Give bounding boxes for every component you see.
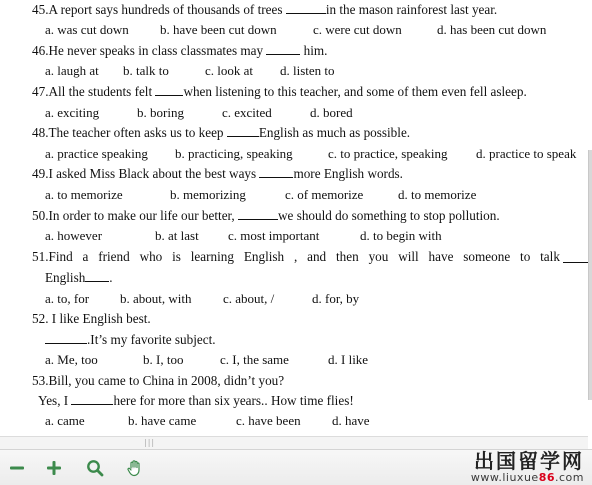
stem-word: you	[368, 249, 389, 264]
stem-word: friend	[98, 249, 130, 264]
stem-text: 48.The teacher often asks us to keep	[32, 125, 227, 140]
option-a: a. to, for	[45, 291, 90, 306]
option-b: b. memorizing	[170, 187, 246, 202]
stem-text: 49.I asked Miss Black about the best ways	[32, 166, 260, 181]
zoom-out-button[interactable]	[6, 457, 28, 479]
question-51-stem-line2: English .	[45, 270, 113, 285]
option-b: b. have been cut down	[160, 22, 277, 37]
question-49-stem	[32, 166, 403, 182]
stem-word: English	[243, 249, 285, 264]
option-a: a. exciting	[45, 105, 100, 120]
option-d: d. bored	[310, 105, 353, 120]
option-d: d. to memorize	[398, 187, 477, 202]
question-52-stem-line2	[45, 332, 216, 348]
option-b: b. talk to	[123, 63, 169, 78]
minus-icon	[9, 460, 25, 476]
hand-icon	[126, 459, 144, 477]
stem-text: 47.All the students felt	[32, 84, 156, 99]
option-a: a. however	[45, 228, 103, 243]
option-d: d. listen to	[280, 63, 335, 78]
question-50-stem	[32, 208, 500, 224]
stem-word: who	[139, 249, 163, 264]
stem-word: is	[172, 249, 181, 264]
answer-blank	[45, 332, 87, 344]
magnifier-icon	[86, 459, 104, 477]
watermark-url: www.liuxue86.com	[470, 471, 584, 484]
stem-text: Yes, I	[38, 393, 72, 408]
stem-text: English as much as possible.	[258, 125, 411, 140]
stem-word: have	[428, 249, 454, 264]
zoom-in-button[interactable]	[43, 457, 65, 479]
option-a: a. to memorize	[45, 187, 123, 202]
option-a: a. came	[45, 413, 85, 428]
answer-blank	[563, 251, 588, 263]
option-c: c. look at	[205, 63, 254, 78]
option-d: d. I like	[328, 352, 369, 367]
stem-text: here for more than six years.. How time flies!	[113, 393, 354, 408]
stem-text: more English words.	[293, 166, 403, 181]
stem-word: someone	[463, 249, 511, 264]
stem-text: .It’s my favorite subject.	[87, 332, 216, 347]
option-d: d. has been cut down	[437, 22, 547, 37]
answer-blank	[266, 43, 300, 55]
stem-word: learning	[190, 249, 234, 264]
option-a: a. laugh at	[45, 63, 99, 78]
answer-blank	[71, 393, 113, 405]
option-b: b. have came	[128, 413, 197, 428]
question-51-stem	[32, 249, 560, 265]
stem-word: a	[82, 249, 89, 264]
plus-icon	[46, 460, 62, 476]
stem-word: will	[398, 249, 419, 264]
answer-blank	[259, 166, 293, 178]
question-48-stem	[32, 125, 410, 141]
option-d: d. for, by	[312, 291, 360, 306]
option-d: d. have	[332, 413, 370, 428]
option-c: c. most important	[228, 228, 320, 243]
answer-blank	[85, 270, 109, 282]
option-c: c. have been	[236, 413, 301, 428]
stem-text: 46.He never speaks in class classmates may	[32, 43, 267, 58]
option-b: b. boring	[137, 105, 184, 120]
option-c: c. I, the same	[220, 352, 289, 367]
option-a: a. was cut down	[45, 22, 129, 37]
question-53-stem: 53.Bill, you came to China in 2008, didn’t you?	[32, 373, 285, 388]
question-47-stem	[32, 84, 527, 100]
stem-text: we should do something to stop pollution.	[278, 208, 500, 223]
option-c: c. excited	[222, 105, 272, 120]
option-b: b. practicing, speaking	[175, 146, 293, 161]
option-a: a. Me, too	[45, 352, 98, 367]
stem-word: to	[520, 249, 531, 264]
vertical-scrollbar[interactable]	[588, 150, 592, 400]
stem-word: 51.Find	[32, 249, 73, 264]
option-c: c. were cut down	[313, 22, 402, 37]
stem-text: English	[45, 270, 86, 285]
site-watermark	[471, 450, 584, 484]
stem-text: in the mason rainforest last year.	[325, 2, 498, 17]
option-b: b. I, too	[143, 352, 184, 367]
stem-word: talk	[540, 249, 560, 264]
option-a: a. practice speaking	[45, 146, 148, 161]
option-c: c. to practice, speaking	[328, 146, 448, 161]
answer-blank	[155, 84, 183, 96]
question-46-stem	[32, 43, 327, 59]
answer-blank	[238, 208, 278, 220]
pan-button[interactable]	[124, 457, 146, 479]
stem-text: 45.A report says hundreds of thousands of trees	[32, 2, 286, 17]
option-c: c. of memorize	[285, 187, 364, 202]
question-45-stem	[32, 2, 497, 18]
stem-word: ,	[293, 249, 298, 264]
option-d: d. practice to speak	[476, 146, 577, 161]
answer-blank	[227, 125, 259, 137]
watermark-title: 出国留学网	[474, 449, 584, 473]
stem-text: him.	[300, 43, 328, 58]
stem-text: 50.In order to make our life our better,	[32, 208, 239, 223]
horizontal-scrollbar[interactable]	[0, 436, 588, 449]
question-52-stem: 52. I like English best.	[32, 311, 151, 326]
stem-word: then	[336, 249, 359, 264]
stem-text: when listening to this teacher, and some of them even fell asleep.	[183, 84, 527, 99]
option-d: d. to begin with	[360, 228, 442, 243]
option-c: c. about, /	[223, 291, 275, 306]
search-button[interactable]	[84, 457, 106, 479]
option-b: b. at last	[155, 228, 199, 243]
question-53-stem-line2	[38, 393, 354, 409]
answer-blank	[286, 2, 326, 14]
option-b: b. about, with	[120, 291, 192, 306]
stem-word: and	[307, 249, 327, 264]
scrollbar-grip-icon[interactable]: |||	[144, 438, 156, 447]
